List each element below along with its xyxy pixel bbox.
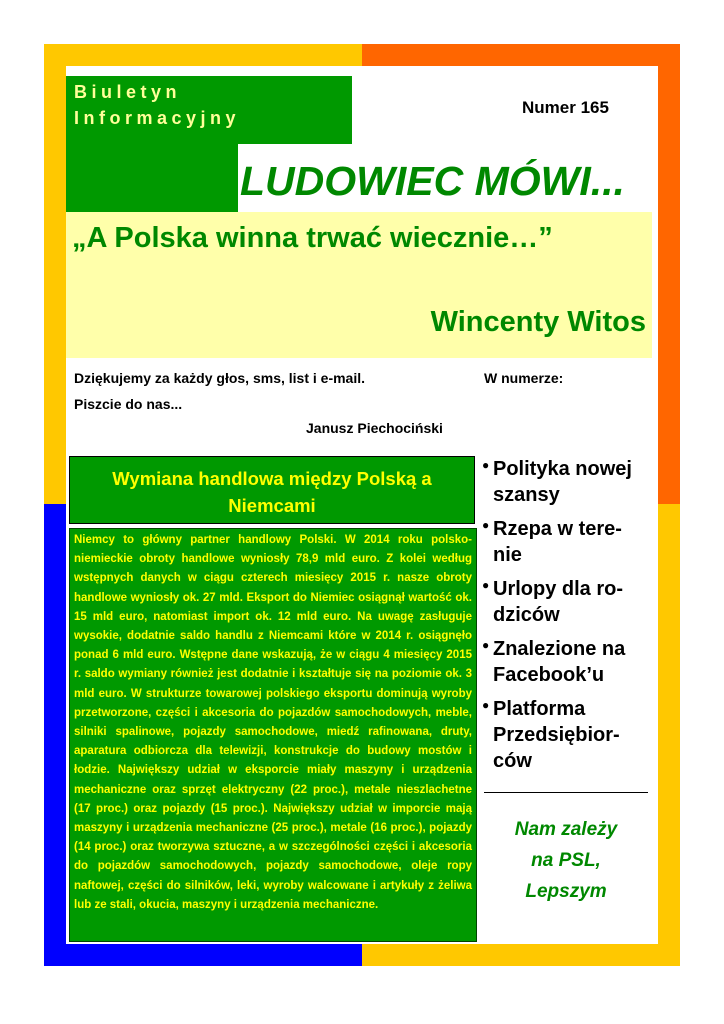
toc-item-line: Polityka nowej [493, 458, 632, 480]
frame-left-top [44, 44, 66, 504]
publication-type-line1: Biuletyn [74, 82, 182, 102]
frame-top-right [362, 44, 680, 66]
toc-item-line: Znalezione na [493, 638, 626, 660]
toc-item[interactable] [482, 456, 656, 508]
toc-item-line: nie [493, 544, 522, 566]
newsletter-title: LUDOWIEC MÓWI... [240, 158, 625, 204]
publication-type-line2: Informacyjny [74, 108, 241, 128]
quote-text: „A Polska winna trwać wiecznie…” [72, 222, 553, 254]
article-title: Wymiana handlowa między Polską a Niemcami [112, 468, 432, 516]
toc-item[interactable] [482, 576, 656, 628]
article-body: Niemcy to główny partner handlowy Polski. W 2014 roku polsko-niemieckie obroty handlowe wyniosły 78,9 mld euro. Z kolei według wstępnych danych w ciągu czterech miesięcy 2015 r. nasze obroty handlowe wyniosły ok. 27 mld. Eksport do Niemiec osiągnął wartość ok. 15 mld euro, natomiast import ok. 12 mld euro. Na uwagę zasługuje wysokie, dodatnie saldo handlu z Niemcami które w 2014 r. osiągnęło ponad 6 mld euro. Wstępne dane wskazują, że w ciągu 4 miesięcy 2015 r. saldo wymiany również jest dodatnie i kształtuje się na poziomie ok. 3 mld euro. W strukturze towarowej polskiego eksportu dominują wyroby przetworzone, części i akcesoria do pojazdów samochodowych, meble, silniki spalinowe, pojazdy samochodowe, miedź rafinowana, druty, aparatura odbiorcza dla telewizji, konstrukcje do budowy mostów i łodzie. Największy udział w eksporcie miały maszyny i urządzenia mechaniczne oraz sprzęt elektryczny (22 proc.), metale nieszlachetne (17 proc.) oraz pojazdy (15 proc.). Największy udział w imporcie mają maszyny i urządzenia mechaniczne (25 proc.), metale (16 proc.), pojazdy (14 proc.) oraz tworzywa sztuczne, a w szczególności części i akcesoria do pojazdów samochodowych, pojazdy samochodowe, oleje ropy naftowej, części do silników, leki, wyroby walcowane i artykuły z żeliwa lub ze stali, okucia, maszyny i urządzenia mechaniczne. [74, 534, 472, 911]
write-to-us-text: Piszcie do nas... [74, 396, 183, 412]
toc-item[interactable] [482, 696, 656, 774]
toc-item-line: Platforma [493, 698, 586, 720]
slogan-line: Nam zależy [514, 819, 618, 840]
issue-number: Numer 165 [522, 98, 609, 117]
frame-top-left [44, 44, 362, 66]
toc-item-line: dziców [493, 604, 560, 626]
bullet-icon: ● [482, 458, 490, 472]
slogan-line: Lepszym [525, 881, 607, 902]
toc-item-line: Rzepa w tere- [493, 518, 622, 540]
frame-right-bottom [658, 504, 680, 966]
bullet-icon: ● [482, 638, 490, 652]
toc-item-line: Przedsiębior- [493, 724, 620, 746]
thanks-text: Dziękujemy za każdy głos, sms, list i e-mail. [74, 370, 366, 386]
frame-bottom-left [44, 944, 362, 966]
sidebar-divider [484, 792, 648, 793]
signature: Janusz Piechociński [306, 420, 443, 436]
quote-author: Wincenty Witos [430, 306, 646, 338]
toc-item[interactable] [482, 636, 656, 688]
toc-label: W numerze: [484, 370, 564, 386]
toc-item-line: Facebook’u [493, 664, 605, 686]
publication-type-box [66, 76, 352, 144]
frame-bottom-right [362, 944, 680, 966]
bullet-icon: ● [482, 698, 490, 712]
article-title-box [69, 456, 475, 524]
header-green-bar [66, 144, 238, 212]
article-body-box [69, 528, 477, 942]
toc-item-line: Urlopy dla ro- [493, 578, 624, 600]
toc-item-line: szansy [493, 484, 560, 506]
slogan [484, 814, 648, 907]
slogan-line: na PSL, [531, 850, 601, 871]
bullet-icon: ● [482, 518, 490, 532]
bullet-icon: ● [482, 578, 490, 592]
frame-right-top [658, 44, 680, 504]
toc-list [482, 456, 656, 782]
quote-box [66, 212, 652, 358]
toc-item-line: ców [493, 750, 532, 772]
toc-item[interactable] [482, 516, 656, 568]
frame-left-bottom [44, 504, 66, 966]
